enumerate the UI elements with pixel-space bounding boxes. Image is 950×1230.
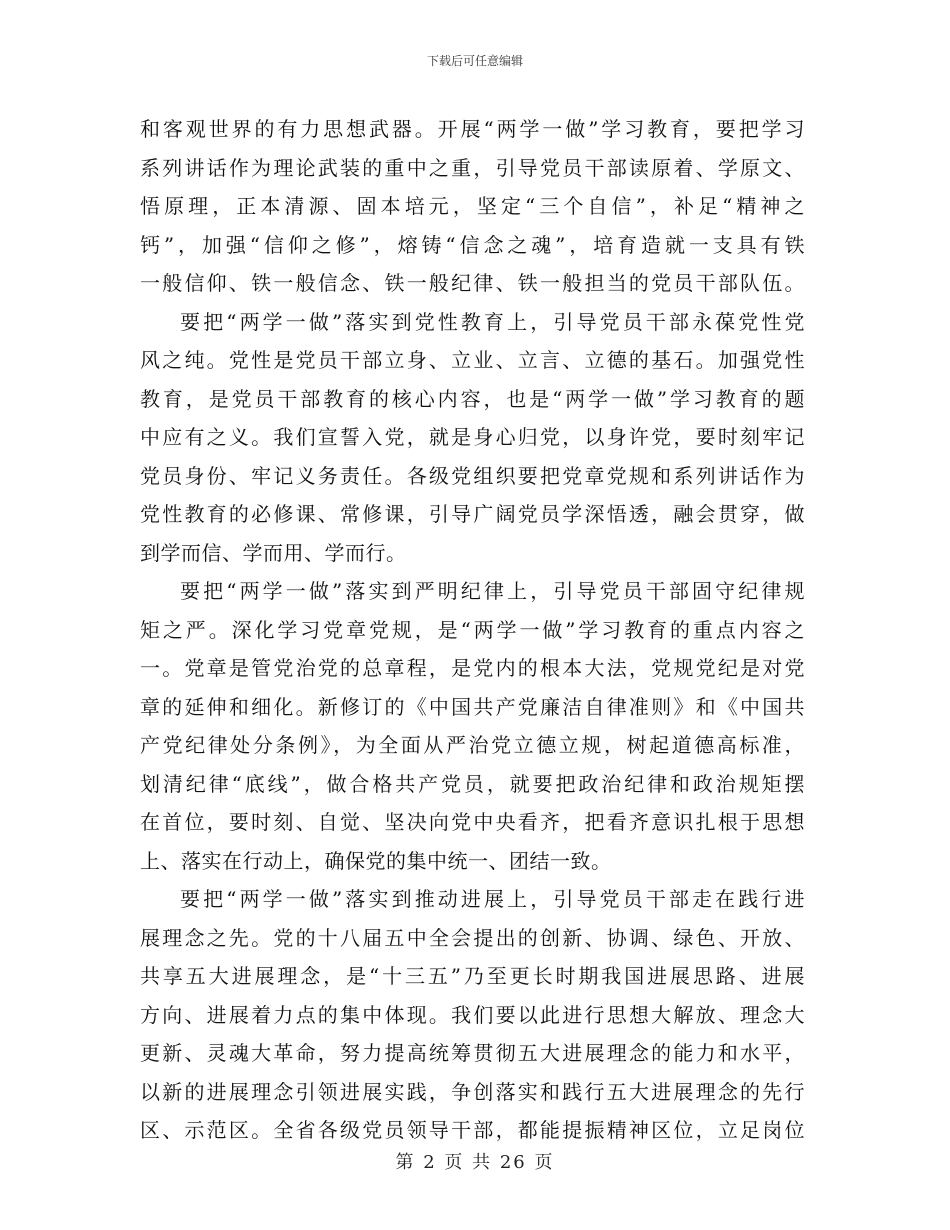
paragraph-first-line: 要把“两学一做”落实到严明纪律上，引导党员干部固守纪律规 [180, 579, 805, 603]
paragraph-last-line: 上、落实在行动上，确保党的集中统一、团结一致。 [140, 848, 612, 873]
text-line: 以新的进展理念引领进展实践，争创落实和践行五大进展理念的先行 [140, 1079, 805, 1104]
text-line: 和客观世界的有力思想武器。开展“两学一做”学习教育，要把学习 [140, 117, 805, 141]
text-line: 悟原理，正本清源、固本培元，坚定“三个自信”，补足“精神之 [140, 194, 805, 218]
text-line: 划清纪律“底线”，做合格共产党员，就要把政治纪律和政治规矩摆 [140, 771, 805, 796]
text-line: 在首位，要时刻、自觉、坚决向党中央看齐，把看齐意识扎根于思想 [140, 810, 805, 834]
text-line: 章的延伸和细化。新修订的《中国共产党廉洁自律准则》和《中国共 [140, 694, 805, 719]
text-line: 系列讲话作为理论武装的重中之重，引导党员干部读原着、学原文、 [140, 155, 805, 180]
text-line: 党员身份、牢记义务责任。各级党组织要把党章党规和系列讲话作为 [140, 463, 805, 488]
text-line: 中应有之义。我们宣誓入党，就是身心归党，以身许党，要时刻牢记 [140, 425, 805, 449]
text-line: 矩之严。深化学习党章党规，是“两学一做”学习教育的重点内容之 [140, 617, 805, 642]
paragraph-last-line: 到学而信、学而用、学而行。 [140, 540, 407, 565]
text-line: 更新、灵魂大革命，努力提高统筹贯彻五大进展理念的能力和水平， [140, 1041, 805, 1065]
paragraph-first-line: 要把“两学一做”落实到推动进展上，引导党员干部走在践行进 [180, 887, 805, 911]
text-line: 方向、进展着力点的集中体现。我们要以此进行思想大解放、理念大 [140, 1002, 805, 1027]
text-line: 展理念之先。党的十八届五中全会提出的创新、协调、绿色、开放、 [140, 925, 805, 950]
text-line: 教育，是党员干部教育的核心内容，也是“两学一做”学习教育的题 [140, 386, 805, 411]
text-line: 区、示范区。全省各级党员领导干部，都能提振精神区位，立足岗位 [140, 1118, 805, 1142]
text-line: 党性教育的必修课、常修课，引导广阔党员学深悟透，融会贯穿，做 [140, 502, 805, 526]
text-line: 钙”，加强“信仰之修”，熔铸“信念之魂”，培育造就一支具有铁 [140, 232, 805, 257]
text-line: 共享五大进展理念，是“十三五”乃至更长时期我国进展思路、进展 [140, 964, 805, 988]
text-line: 产党纪律处分条例》，为全面从严治党立德立规，树起道德高标准， [140, 733, 805, 757]
text-line: 一般信仰、铁一般信念、铁一般纪律、铁一般担当的党员干部队伍。 [140, 271, 805, 295]
paragraph-first-line: 要把“两学一做”落实到党性教育上，引导党员干部永葆党性党 [180, 309, 805, 334]
text-line: 风之纯。党性是党员干部立身、立业、立言、立德的基石。加强党性 [140, 348, 805, 372]
page-number-footer: 第 2 页 共 26 页 [395, 1152, 555, 1173]
page-header: 下载后可任意编辑 [426, 54, 523, 68]
text-line: 一。党章是管党治党的总章程，是党内的根本大法，党规党纪是对党 [140, 656, 805, 680]
document-body [140, 110, 805, 1150]
